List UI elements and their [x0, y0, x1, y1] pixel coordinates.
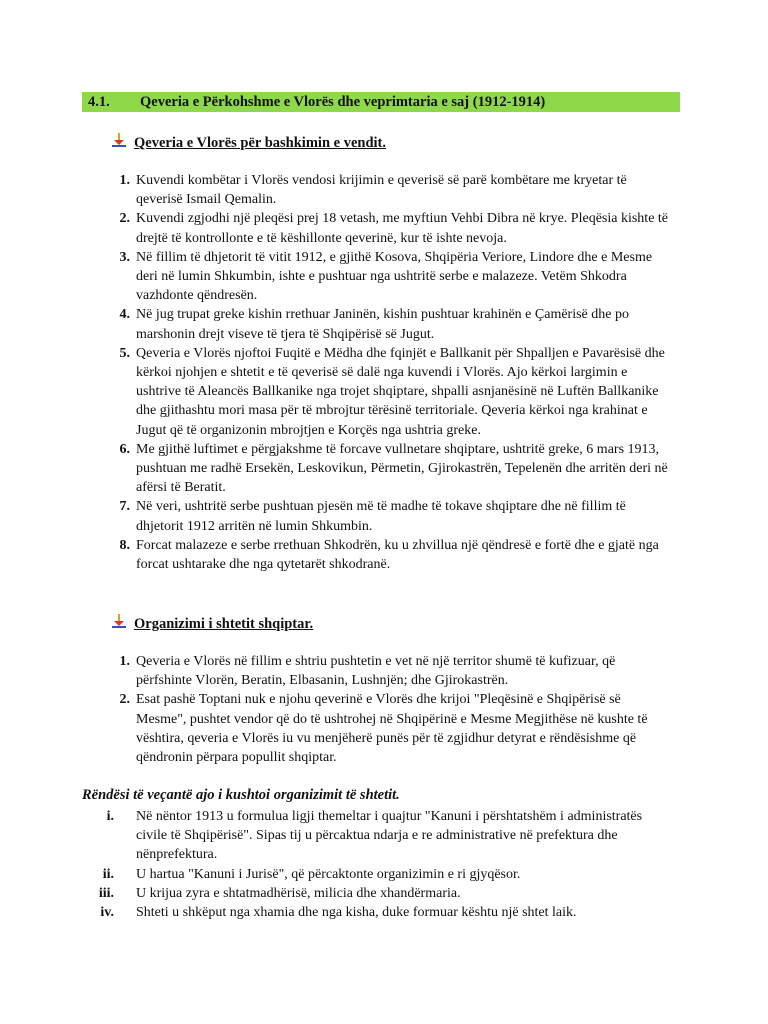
- list-item: 6. Me gjithë luftimet e përgjakshme të forcave vullnetare shqiptare, ushtritë greke, 6 mars 1913, pushtuan me radhë Ersekën, Leskovikun, Përmetin, Gjirokastrën, Tepelenën dhe arritën deri në afërsi të Beratit.: [119, 441, 668, 496]
- list-item: 2. Kuvendi zgjodhi një pleqësi prej 18 vetash, me myftiun Vehbi Dibra në krye. Pleqësia kishte të drejtë të kontrollonte e të këshillonte qeverinë, kur të ishte nevoja.: [119, 211, 669, 246]
- list-item: 2. Esat pashë Toptani nuk e njohu qeverinë e Vlorës dhe krijoi "Pleqësinë e Shqipërisë së Mesme", pushtet vendor që do të ushtrohej në Shqipërinë e Mesme Megjithëse në kushte të vështira, qeveria e Vlorës iu vu menjëherë punës për të zgjidhur detyrat e rëndësishme që qëndronin përpara popullit shqiptar.: [119, 692, 648, 766]
- pencil-arrow-icon: [112, 133, 134, 152]
- section-number: 4.1.: [88, 94, 110, 110]
- importance-heading: Rëndësi të veçantë ajo i kushtoi organizimit të shtetit.: [82, 787, 400, 803]
- list-item: iii. U krijua zyra e shtatmadhërisë, milicia dhe xhandërmaria.: [98, 885, 461, 901]
- list-item: ii. U hartua "Kanuni i Jurisë", që përcaktonte organizimin e ri gjyqësor.: [102, 866, 521, 882]
- list-item: i. Në nëntor 1913 u formulua ligji themeltar i quajtur "Kanuni i përshtatshëm i administratës civile të Shqipërisë". Sipas tij u përcaktua ndarja e re administrative në prefektura dhe nënprefektura.: [106, 809, 643, 863]
- list-item: 1. Qeveria e Vlorës në fillim e shtriu pushtetin e vet në një territor shumë të kufizuar, që përfshinte Vlorën, Beratin, Elbasanin, Lushnjën; dhe Gjirokastrën.: [119, 654, 616, 689]
- section-title: Qeveria e Përkohshme e Vlorës dhe veprimtaria e saj (1912-1914): [140, 94, 546, 110]
- importance-list: [84, 807, 674, 922]
- subheading-organizimi: [112, 614, 313, 633]
- list-item: 3. Në fillim të dhjetorit të vitit 1912, e gjithë Kosova, Shqipëria Veriore, Lindore dhe e Mesme deri në lumin Shkumbin, ishte e pushtuar nga ushtritë serbe e malazeze. Vetëm Shkodra vazhdonte qëndresën.: [119, 249, 653, 304]
- list-item: 1. Kuvendi kombëtar i Vlorës vendosi krijimin e qeverisë së parë kombëtare me kryetar të qeverisë Ismail Qemalin.: [119, 173, 627, 208]
- bashkimi-list: [110, 171, 670, 574]
- list-item: 7. Në veri, ushtritë serbe pushtuan pjesën më të madhe të tokave shqiptare dhe në fillim të dhjetorit 1912 arritën në lumin Shkumbin.: [119, 499, 626, 534]
- organizimi-list: [110, 652, 670, 767]
- list-item: iv. Shteti u shkëput nga xhamia dhe nga kisha, duke formuar kështu një shtet laik.: [100, 905, 577, 921]
- section-heading: [82, 92, 680, 112]
- subheading-qeveria: [112, 133, 386, 152]
- list-item: 5. Qeveria e Vlorës njoftoi Fuqitë e Mëdha dhe fqinjët e Ballkanit për Shpalljen e Pavarësisë dhe kërkoi njohjen e shtetit e të qeverisë së dalë nga kuvendi i Vlorës. Ajo kërkoi largimin e ushtrive të Aleancës Ballkanike nga trojet shqiptare, shpalli asnjanësinë në Luftën Ballkanike dhe gjithashtu mori masa për të mbrojtur tërësinë territoriale. Qeveria kërkoi nga krahinat e Jugut që të organizonin mbrojtjen e Korçës nga ushtria greke.: [119, 345, 665, 438]
- subheading-title: Organizimi i shtetit shqiptar.: [134, 616, 314, 632]
- pencil-arrow-icon: [112, 614, 134, 633]
- list-item: 8. Forcat malazeze e serbe rrethuan Shkodrën, ku u zhvillua një qëndresë e fortë dhe e gjatë nga forcat ushtarake dhe nga qytetarët shkodranë.: [119, 537, 659, 573]
- list-item: 4. Në jug trupat greke kishin rrethuar Janinën, kishin pushtuar krahinën e Çamërisë dhe po marshonin drejt viseve të tjera të Shqipërisë së Jugut.: [119, 307, 629, 342]
- subheading-title: Qeveria e Vlorës për bashkimin e vendit.: [134, 135, 386, 151]
